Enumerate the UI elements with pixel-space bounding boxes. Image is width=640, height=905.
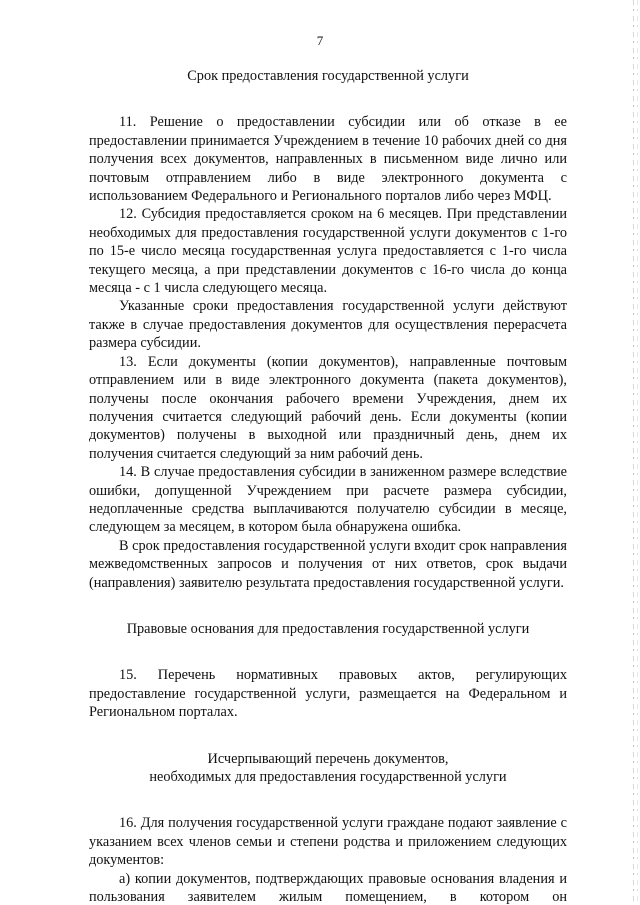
section-title-legal-basis: Правовые основания для предоставления государственной услуги <box>126 620 530 637</box>
paragraph-12: 12. Субсидия предоставляется сроком на 6 месяцев. При представлении необходимых для предоставления государственной услуги документов с 1-го по 15-е число месяца государственная услуга предоставляется с 1-го числа текущего месяца, а при представлении документов с 16-го числа до конца месяца - с 1 числа следующего месяца. <box>89 206 567 297</box>
paragraph-16a: а) копии документов, подтверждающих правовые основания владения и пользования заявителем жилым помещением, в котором он <box>89 870 567 905</box>
page-number: 7 <box>316 33 324 48</box>
paragraph-16: 16. Для получения государственной услуги граждане подают заявление с указанием всех членов семьи и степени родства и приложением следующих документов: <box>89 815 567 869</box>
scan-edge-artifact <box>637 0 638 905</box>
section-title-documents-line2: необходимых для предоставления государственной услуги <box>149 769 507 785</box>
paragraph-15: 15. Перечень нормативных правовых актов, регулирующих предоставление государственной услуги, размещается на Федеральном и Региональном порталах. <box>89 667 567 721</box>
paragraph-13: 13. Если документы (копии документов), направленные почтовым отправлением или в виде электронного документа (пакета документов), получены после окончания рабочего времени Учреждения, днем их получения считается следующий рабочий день. Если документы (копии документов) получены в выходной или праздничный день, днем их получения считается следующий за ним рабочий день. <box>89 353 567 462</box>
paragraph-11: 11. Решение о предоставлении субсидии или об отказе в ее предоставлении принимается Учреждением в течение 10 рабочих дней со дня получения всех документов, направленных в письменном виде лично или почтовым отправлением либо в виде электронного документа с использованием Федерального и Регионального порталов либо через МФЦ. <box>89 114 567 205</box>
paragraph-14-continued: В срок предоставления государственной услуги входит срок направления межведомственных запросов и получения от них ответов, срок выдачи (направления) заявителю результата предоставления государственной услуги. <box>89 537 567 591</box>
section-title-term: Срок предоставления государственной услуги <box>187 68 469 84</box>
paragraph-12-continued: Указанные сроки предоставления государственной услуги действуют также в случае предоставления документов для осуществления перерасчета размера субсидии. <box>89 298 567 352</box>
paragraph-14: 14. В случае предоставления субсидии в заниженном размере вследствие ошибки, допущенной Учреждением при расчете размера субсидии, недоплаченные средства выплачиваются получателю субсидии в месяце, следующем за месяцем, в котором была обнаружена ошибка. <box>89 464 567 536</box>
scan-edge-artifact <box>633 0 634 905</box>
section-title-documents-line1: Исчерпывающий перечень документов, <box>207 750 449 767</box>
document-body <box>89 67 567 905</box>
